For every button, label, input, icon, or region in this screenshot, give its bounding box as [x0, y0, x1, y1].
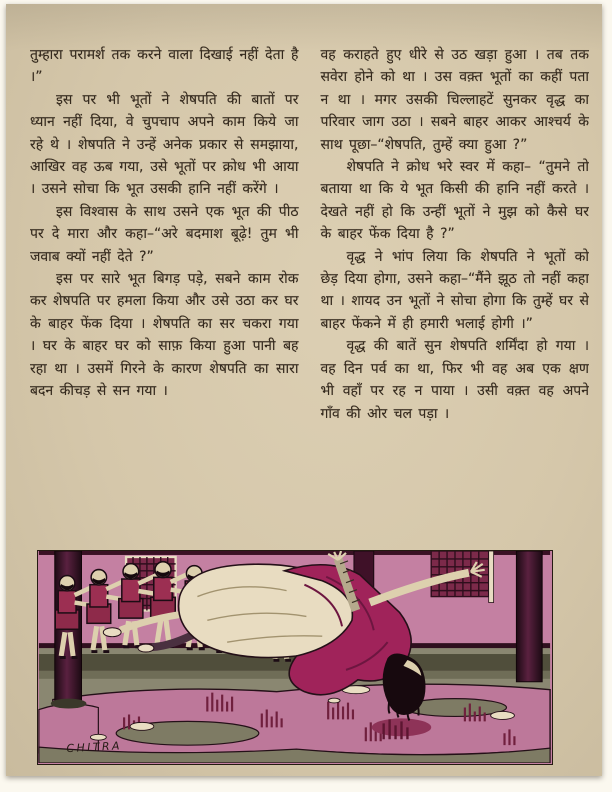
paragraph: तुम्हारा परामर्श तक करने वाला दिखाई नहीं देता है ।” — [30, 47, 299, 86]
right-column — [321, 44, 590, 546]
paragraph: शेषपति ने क्रोध भरे स्वर में कहा– “तुमने तो बताया था कि ये भूत किसी की हानि नहीं करते । देखते नहीं हो कि उन्हीं भूतों ने मुझ को कैसे घर के बाहर फेंक दिया है ?” — [320, 159, 589, 243]
paragraph: इस पर भी भूतों ने शेषपति की बातों पर ध्यान नहीं दिया, वे चुपचाप अपने काम किये जा रहे थे । शेषपति ने उन्हें अनेक प्रकार से समझाया, आखिर वह ऊब गया, उसे भूतों पर क्रोध भी आया । उसने सोचा कि भूत उसकी हानि नहीं करेंगे । — [30, 91, 299, 198]
page — [6, 4, 602, 776]
paragraph: वृद्ध ने भांप लिया कि शेषपति ने भूतों को छेड़ दिया होगा, उसने कहा–“मैंने झूठ तो नहीं कहा था । शायद उन भूतों ने सोचा होगा कि तुम्हें घर से बाहर फेंकने में ही हमारी भलाई होगी ।” — [320, 248, 589, 332]
story-illustration — [37, 550, 553, 765]
paragraph: इस पर सारे भूत बिगड़ पड़े, सबने काम रोक कर शेषपति पर हमला किया और उसे उठा कर घर के बाहर फेंक दिया । शेषपति का सर चकरा गया । घर के बाहर घर को साफ़ किया हुआ पानी बह रहा था । उसमें गिरने के कारण शेषपति का सारा बदन कीचड़ से सन गया । — [30, 271, 299, 400]
text-columns — [30, 44, 589, 546]
left-column — [30, 44, 299, 546]
paragraph: इस विश्वास के साथ उसने एक भूत की पीठ पर दे मारा और कहा–“अरे बदमाश बूढ़े! तुम भी जवाब क्यों नहीं देते ?” — [30, 203, 299, 265]
paragraph: वृद्ध की बातें सुन शेषपति शर्मिंदा हो गया । वह दिन पर्व का था, फिर भी वह अब एक क्षण भी वहाँ पर रह न पाया । उसी वक़्त वह अपने गाँव की ओर चल पड़ा । — [320, 338, 589, 422]
paragraph: वह कराहते हुए धीरे से उठ खड़ा हुआ । तब तक सवेरा होने को था । उस वक़्त भूतों का कहीं पता न था । मगर उसकी चिल्लाहटें सुनकर वृद्ध का परिवार जाग उठा । सबने बाहर आकर आश्चर्य के साथ पूछा–“शेषपति, तुम्हें क्या हुआ ?” — [320, 47, 589, 153]
artist-signature: CHITRA — [66, 739, 123, 756]
